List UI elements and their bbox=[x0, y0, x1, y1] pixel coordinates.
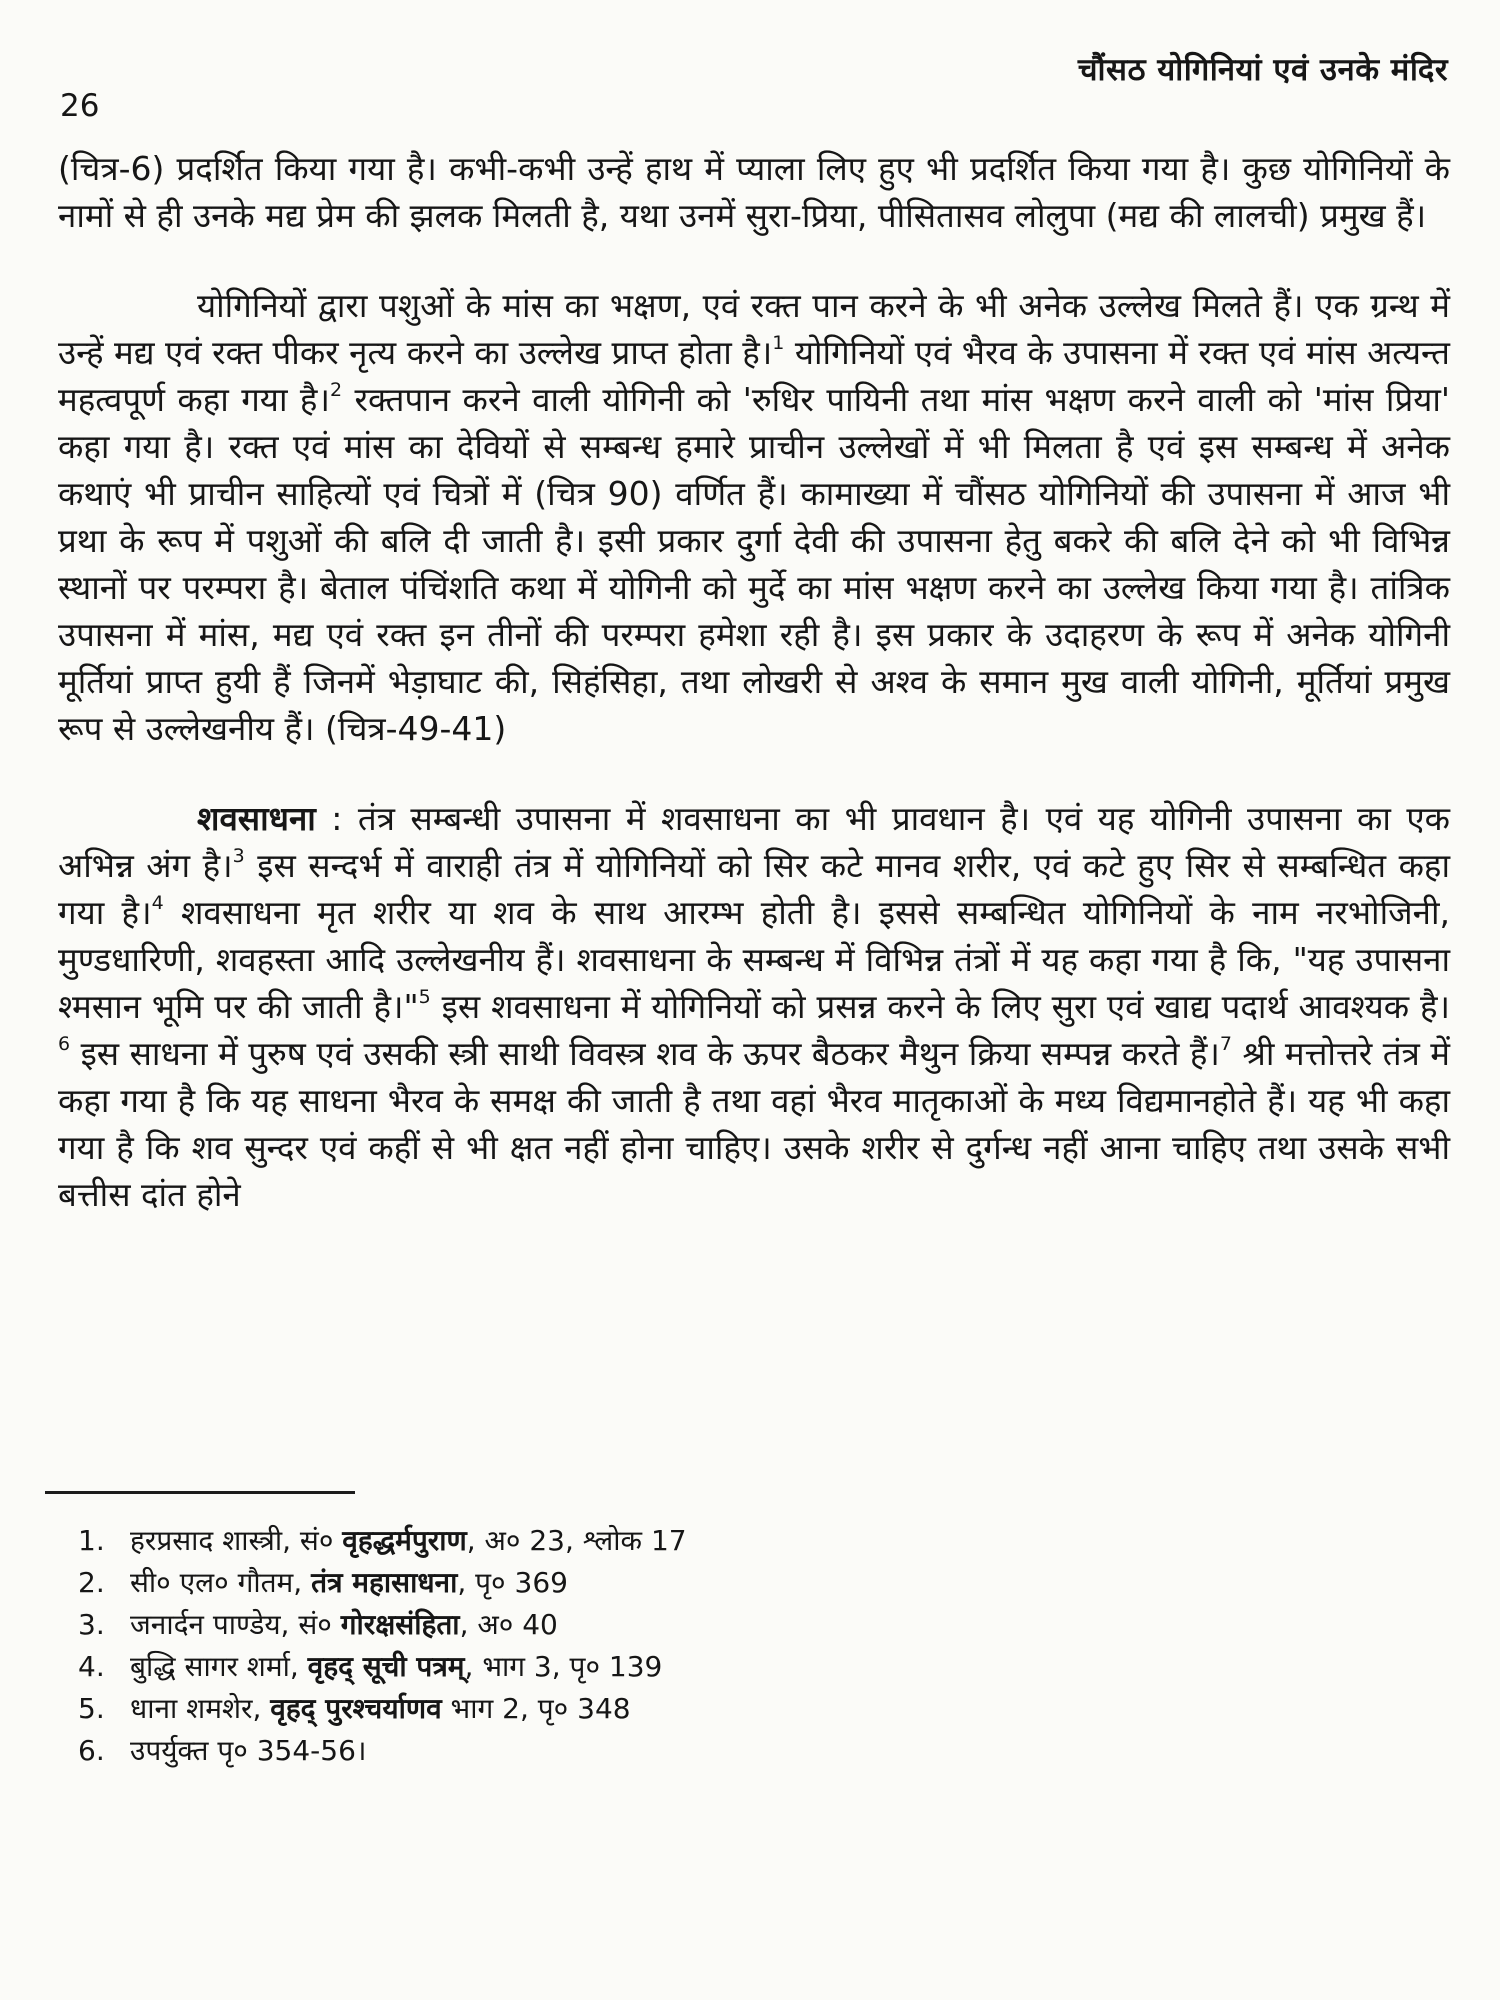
footnote-ref-detail: , पृ० 369 bbox=[457, 1566, 568, 1599]
paragraph-text: इस सन्दर्भ में वाराही तंत्र में योगिनियों को सिर कटे मानव शरीर, एवं कटे हुए सिर से सम्बन्धित कहा गया है। bbox=[58, 846, 1450, 932]
footnote-ref-detail: , अ० 40 bbox=[459, 1608, 558, 1641]
paragraph-text: इस शवसाधना में योगिनियों को प्रसन्न करने के लिए सुरा एवं खाद्य पदार्थ आवश्यक है। bbox=[430, 987, 1450, 1026]
footnote-ref: 6 bbox=[58, 1033, 71, 1055]
footnote-item bbox=[78, 1688, 1378, 1730]
footnote-ref-detail: पृ० 354-56। bbox=[208, 1734, 367, 1767]
footnote-author: जनार्दन पाण्डेय, सं० bbox=[130, 1608, 332, 1641]
footnote-item bbox=[78, 1562, 1378, 1604]
footnote-ref-detail: , भाग 3, पृ० 139 bbox=[464, 1650, 663, 1683]
footnote-number: 2. bbox=[78, 1566, 105, 1599]
footnote-author: सी० एल० गौतम, bbox=[130, 1566, 303, 1599]
footnote-author: धाना शमशेर, bbox=[130, 1692, 262, 1725]
footnote-number: 3. bbox=[78, 1608, 105, 1641]
footnote-title: वृहद् पुरश्चर्याणव bbox=[270, 1692, 442, 1725]
footnote-ref: 5 bbox=[418, 986, 431, 1008]
footnote-ref: 7 bbox=[1219, 1033, 1232, 1055]
footnote-author: हरप्रसाद शास्त्री, सं० bbox=[130, 1524, 334, 1557]
footnote-title: वृहद् सूची पत्रम् bbox=[307, 1650, 465, 1683]
paragraph-text: योगिनियों द्वारा पशुओं के मांस का भक्षण, एवं रक्त पान करने के भी अनेक उल्लेख मिलते हैं। एक ग्रन्थ में उन्हें मद्य एवं रक्त पीकर नृत्य करने का उल्लेख प्राप्त होता है। bbox=[58, 286, 1450, 372]
page-number: 26 bbox=[60, 88, 100, 124]
footnote-number: 4. bbox=[78, 1650, 105, 1683]
footnote-ref: 3 bbox=[232, 845, 245, 867]
paragraph-text: शवसाधना मृत शरीर या शव के साथ आरम्भ होती है। इससे सम्बन्धित योगिनियों के नाम नरभोजिनी, मुण्डधारिणी, शवहस्ता आदि उल्लेखनीय हैं। शवसाधना के सम्बन्ध में विभिन्न तंत्रों में यह कहा गया है कि, "यह उपासना श्मसान भूमि पर की जाती है।" bbox=[58, 893, 1450, 1026]
footnote-author: बुद्धि सागर शर्मा, bbox=[130, 1650, 299, 1683]
footnote-ref: 4 bbox=[151, 892, 164, 914]
paragraph-2 bbox=[58, 282, 1450, 752]
footnote-ref-detail: , अ० 23, श्लोक 17 bbox=[466, 1524, 687, 1557]
footnote-item bbox=[78, 1520, 1378, 1562]
footnote-number: 5. bbox=[78, 1692, 105, 1725]
body-text bbox=[58, 145, 1450, 1218]
paragraph-text: रक्तपान करने वाली योगिनी को 'रुधिर पायिनी तथा मांस भक्षण करने वाली को 'मांस प्रिया' कहा गया है। रक्त एवं मांस का देवियों से सम्बन्ध हमारे प्राचीन उल्लेखों में भी मिलता है एवं इस सम्बन्ध में अनेक कथाएं भी प्राचीन साहित्यों एवं चित्रों में (चित्र 90) वर्णित हैं। कामाख्या में चौंसठ योगिनियों की उपासना में आज भी प्रथा के रूप में पशुओं की बलि दी जाती है। इसी प्रकार दुर्गा देवी की उपासना हेतु बकरे की बलि देने को भी विभिन्न स्थानों पर परम्परा है। बेताल पंचिंशति कथा में योगिनी को मुर्दे का मांस भक्षण करने का उल्लेख किया गया है। तांत्रिक उपासना में मांस, मद्य एवं रक्त इन तीनों की परम्परा हमेशा रही है। इस प्रकार के उदाहरण के रूप में अनेक योगिनी मूर्तियां प्राप्त हुयी हैं जिनमें भेड़ाघाट की, सिहंसिहा, तथा लोखरी से अश्व के समान मुख वाली योगिनी, मूर्तियां प्रमुख रूप से उल्लेखनीय हैं। (चित्र-49-41) bbox=[58, 380, 1450, 748]
footnote-item bbox=[78, 1646, 1378, 1688]
paragraph-text: : तंत्र सम्बन्धी उपासना में शवसाधना का भी प्रावधान है। एवं यह योगिनी उपासना का एक अभिन्न अंग है। bbox=[58, 799, 1450, 885]
running-head: चौंसठ योगिनियां एवं उनके मंदिर bbox=[1077, 52, 1448, 88]
footnote-item bbox=[78, 1730, 1378, 1772]
footnote-item bbox=[78, 1604, 1378, 1646]
footnote-number: 1. bbox=[78, 1524, 105, 1557]
paragraph-text: इस साधना में पुरुष एवं उसकी स्त्री साथी विवस्त्र शव के ऊपर बैठकर मैथुन क्रिया सम्पन्न करते हैं। bbox=[70, 1034, 1220, 1073]
footnote-number: 6. bbox=[78, 1734, 105, 1767]
footnote-title: तंत्र महासाधना bbox=[311, 1566, 458, 1599]
paragraph-1 bbox=[58, 145, 1450, 239]
paragraph-text: (चित्र-6) प्रदर्शित किया गया है। कभी-कभी उन्हें हाथ में प्याला लिए हुए भी प्रदर्शित किया गया है। कुछ योगिनियों के नामों से ही उनके मद्य प्रेम की झलक मिलती है, यथा उनमें सुरा-प्रिया, पीसितासव लोलुपा (मद्य की लालची) प्रमुख हैं। bbox=[58, 149, 1450, 235]
footnote-author: उपर्युक्त bbox=[130, 1734, 209, 1767]
paragraph-text: योगिनियों एवं भैरव के उपासना में रक्त एवं मांस अत्यन्त महत्वपूर्ण कहा गया है। bbox=[58, 333, 1450, 419]
footnote-ref: 2 bbox=[329, 379, 343, 401]
footnote-title: वृहद्धर्मपुराण bbox=[342, 1524, 467, 1557]
footnotes-list bbox=[78, 1520, 1378, 1772]
footnote-title: गोरक्षसंहिता bbox=[340, 1608, 460, 1641]
footnote-ref: 1 bbox=[772, 332, 785, 354]
paragraph-3 bbox=[58, 795, 1450, 1218]
section-run-in-heading: शवसाधना bbox=[197, 799, 316, 838]
footnote-divider bbox=[45, 1491, 355, 1494]
footnote-ref-detail: भाग 2, पृ० 348 bbox=[441, 1692, 631, 1725]
paragraph-text: श्री मत्तोत्तरे तंत्र में कहा गया है कि यह साधना भैरव के समक्ष की जाती है तथा वहां भैरव मातृकाओं के मध्य विद्यमानहोते हैं। यह भी कहा गया है कि शव सुन्दर एवं कहीं से भी क्षत नहीं होना चाहिए। उसके शरीर से दुर्गन्ध नहीं आना चाहिए तथा उसके सभी बत्तीस दांत होने bbox=[58, 1034, 1451, 1214]
